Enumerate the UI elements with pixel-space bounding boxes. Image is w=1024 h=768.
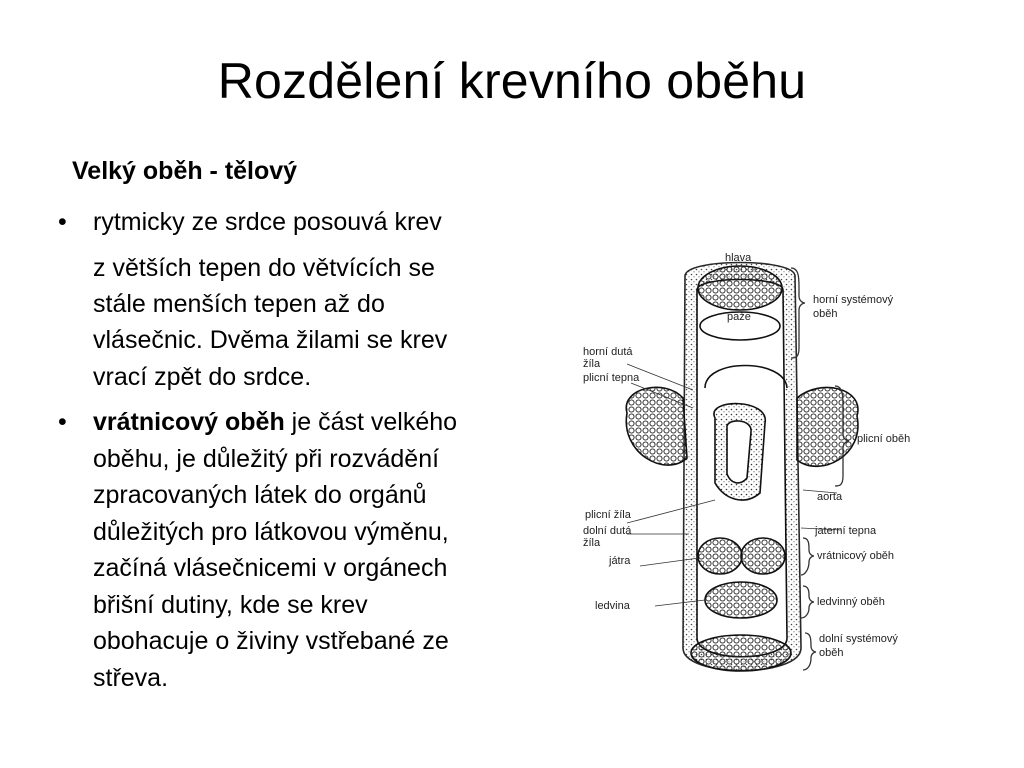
label-ledvinny-obeh: ledvinný oběh <box>817 596 885 608</box>
text-line: břišní dutiny, kde se krev <box>93 590 368 619</box>
brace-vratnicovy <box>801 538 814 575</box>
brace-ledvinny <box>801 586 814 618</box>
text-line: vrací zpět do srdce. <box>93 362 312 391</box>
text-line: střeva. <box>93 663 169 692</box>
circulation-diagram <box>565 238 935 688</box>
label-jatra: játra <box>609 555 631 567</box>
label-dolni-systemovy: dolní systémový <box>819 633 898 645</box>
liver-capillaries-right <box>741 538 785 574</box>
text-line <box>93 404 457 441</box>
label-horni-duta-2: žíla <box>583 358 601 370</box>
text-line: vlásečnic. Dvěma žilami se krev <box>93 326 448 355</box>
label-dolni-duta: dolní dutá <box>583 525 632 537</box>
text-line: stále menších tepen až do <box>93 290 385 319</box>
heart-inner <box>727 421 751 483</box>
label-hlava: hlava <box>725 252 752 264</box>
text-span: je část velkého <box>284 408 458 436</box>
bullet-2-text <box>93 404 457 696</box>
label-plicni-zila: plicní žíla <box>585 509 631 521</box>
label-horni-duta: horní dutá <box>583 346 633 358</box>
label-dolni-systemovy-2: oběh <box>819 647 844 659</box>
label-plicni-obeh: plicní oběh <box>857 433 911 445</box>
kidney-capillaries <box>705 582 777 618</box>
label-horni-systemovy: horní systémový <box>813 294 894 306</box>
bullet-1-text: rytmicky ze srdce posouvá krev <box>93 208 442 236</box>
bullet-1-continuation <box>93 250 447 395</box>
text-line: důležitých pro látkovou výměnu, <box>93 517 449 546</box>
text-line: z větších tepen do větvících se <box>93 254 435 282</box>
label-dolni-duta-2: žíla <box>583 537 601 549</box>
lower-body-capillaries <box>691 635 791 671</box>
head-capillaries <box>698 266 782 310</box>
liver-capillaries-left <box>698 538 742 574</box>
label-plicni-tepna: plicní tepna <box>583 372 640 384</box>
text-line: zpracovaných látek do orgánů <box>93 481 427 509</box>
label-horni-systemovy-2: oběh <box>813 308 838 320</box>
bullet-dot: • <box>58 208 67 236</box>
brace-dolni <box>803 633 816 670</box>
right-lung <box>797 388 858 467</box>
label-aorta: aorta <box>817 491 843 503</box>
slide-subtitle: Velký oběh - tělový <box>72 157 298 185</box>
slide-title: Rozdělení krevního oběhu <box>217 53 807 109</box>
label-ledvina: ledvina <box>595 600 630 612</box>
text-line: obohacuje o živiny vstřebané ze <box>93 627 449 655</box>
text-line: oběhu, je důležitý při rozvádění <box>93 444 440 473</box>
text-line: začíná vlásečnicemi v orgánech <box>93 554 448 582</box>
left-lung <box>626 387 687 465</box>
label-paze: paže <box>727 311 751 323</box>
bullet-dot: • <box>58 408 67 436</box>
label-vratnicovy-obeh: vrátnicový oběh <box>817 550 895 562</box>
bold-term: vrátnicový oběh <box>93 408 285 436</box>
label-jaterni-tepna: jaterní tepna <box>815 525 877 537</box>
